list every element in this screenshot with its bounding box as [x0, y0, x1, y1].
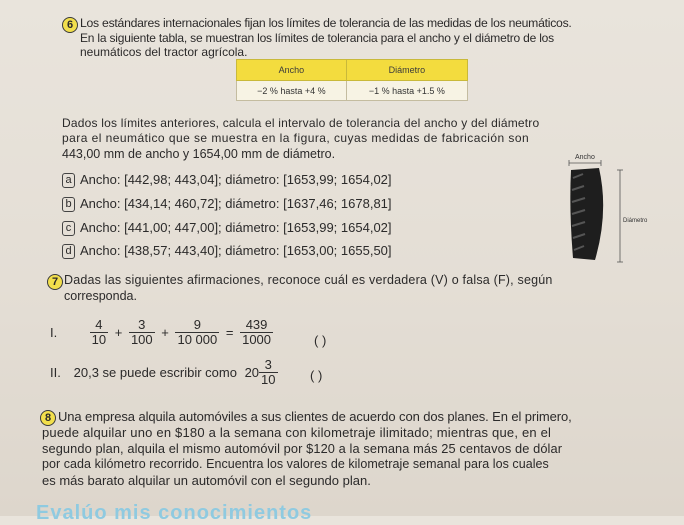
table-cell-ancho: −2 % hasta +4 %	[237, 81, 347, 101]
q6-text-line-2: para el neumático que se muestra en la figura, cuyas medidas de fabricación son	[62, 131, 530, 145]
roman-ii: II.	[50, 365, 61, 380]
option-b[interactable]	[62, 196, 392, 212]
fraction-439-1000: $\frac{439}{1000}$	[242, 317, 272, 347]
question-6-number: 6	[62, 17, 78, 33]
option-a-letter: a	[62, 173, 75, 188]
answer-box-ii[interactable]: ( )	[310, 368, 323, 383]
option-c[interactable]	[62, 220, 392, 236]
statement-2-text: 20,3 se puede escribir como	[73, 365, 237, 380]
q6-intro-line-3: neumáticos del tractor agrícola.	[80, 45, 248, 59]
tolerance-table	[236, 59, 468, 101]
q8-text-line-4: por cada kilómetro recorrido. Encuentra los valores de kilometraje semanal para los cuales	[42, 457, 549, 471]
ancho-label: Ancho	[575, 154, 595, 161]
fraction-4-10: $\frac{4}{10}$	[91, 317, 107, 347]
table-header-diametro: Diámetro	[346, 60, 467, 81]
q7-statement-2	[50, 358, 278, 387]
q8-text-line-2: puede alquilar uno en $180 a la semana con kilometraje ilimitado; mientras que, en el	[42, 425, 552, 440]
q7-text-line-2: corresponda.	[64, 289, 137, 303]
q7-text-line-1: Dadas las siguientes afirmaciones, reconoce cuál es verdadera (V) o falsa (F), según	[64, 273, 553, 287]
tire-icon	[565, 150, 665, 265]
q6-intro-line-2: En la siguiente tabla, se muestran los límites de tolerancia para el ancho y el diámetro de los	[80, 31, 554, 45]
diametro-label: Diámetro	[623, 218, 648, 224]
option-d-text: Ancho: [438,57; 443,40]; diámetro: [1653,00; 1655,50]	[80, 243, 392, 258]
mixed-number-whole: 20	[244, 365, 260, 380]
roman-i: I.	[50, 325, 58, 340]
fraction-3-100: $\frac{3}{100}$	[130, 317, 153, 347]
option-a-text: Ancho: [442,98; 443,04]; diámetro: [1653,99; 1654,02]	[80, 172, 392, 187]
question-8-number: 8	[40, 410, 56, 426]
q6-text-line-3: 443,00 mm de ancho y 1654,00 mm de diámetro.	[62, 147, 336, 161]
q7-statement-1	[50, 318, 273, 347]
option-c-letter: c	[62, 221, 75, 236]
answer-box-i[interactable]: ( )	[314, 333, 327, 348]
fraction-3-10: $\frac{3}{10}$	[261, 357, 276, 387]
q6-text-line-1: Dados los límites anteriores, calcula el intervalo de tolerancia del ancho y del diámetro	[62, 116, 540, 130]
q8-text-line-5: es más barato alquilar un automóvil con el segundo plan.	[42, 473, 371, 488]
fraction-9-10000: $\frac{9}{10 000}$	[177, 317, 218, 347]
table-header-ancho: Ancho	[237, 60, 347, 81]
q8-text-line-3: segundo plan, alquila el mismo automóvil por $120 a la semana más 25 centavos de dólar	[42, 441, 563, 456]
option-d-letter: d	[62, 244, 75, 259]
q6-intro-line-1: Los estándares internacionales fijan los límites de tolerancia de las medidas de los neumáticos.	[80, 16, 572, 30]
table-cell-diametro: −1 % hasta +1.5 %	[346, 81, 467, 101]
option-a[interactable]	[62, 172, 392, 188]
equals-sign: =	[225, 325, 234, 340]
option-c-text: Ancho: [441,00; 447,00]; diámetro: [1653,99; 1654,02]	[80, 220, 392, 235]
option-b-text: Ancho: [434,14; 460,72]; diámetro: [1637,46; 1678,81]	[80, 196, 392, 211]
option-d[interactable]	[62, 243, 392, 259]
q8-text-line-1: Una empresa alquila automóviles a sus clientes de acuerdo con dos planes. En el primero,	[58, 409, 572, 424]
plus-sign-1: +	[114, 325, 123, 340]
option-b-letter: b	[62, 197, 75, 212]
plus-sign-2: +	[161, 325, 169, 340]
tire-figure	[565, 150, 665, 265]
section-heading: Evalúo mis conocimientos	[36, 502, 313, 524]
question-7-number: 7	[47, 274, 63, 290]
